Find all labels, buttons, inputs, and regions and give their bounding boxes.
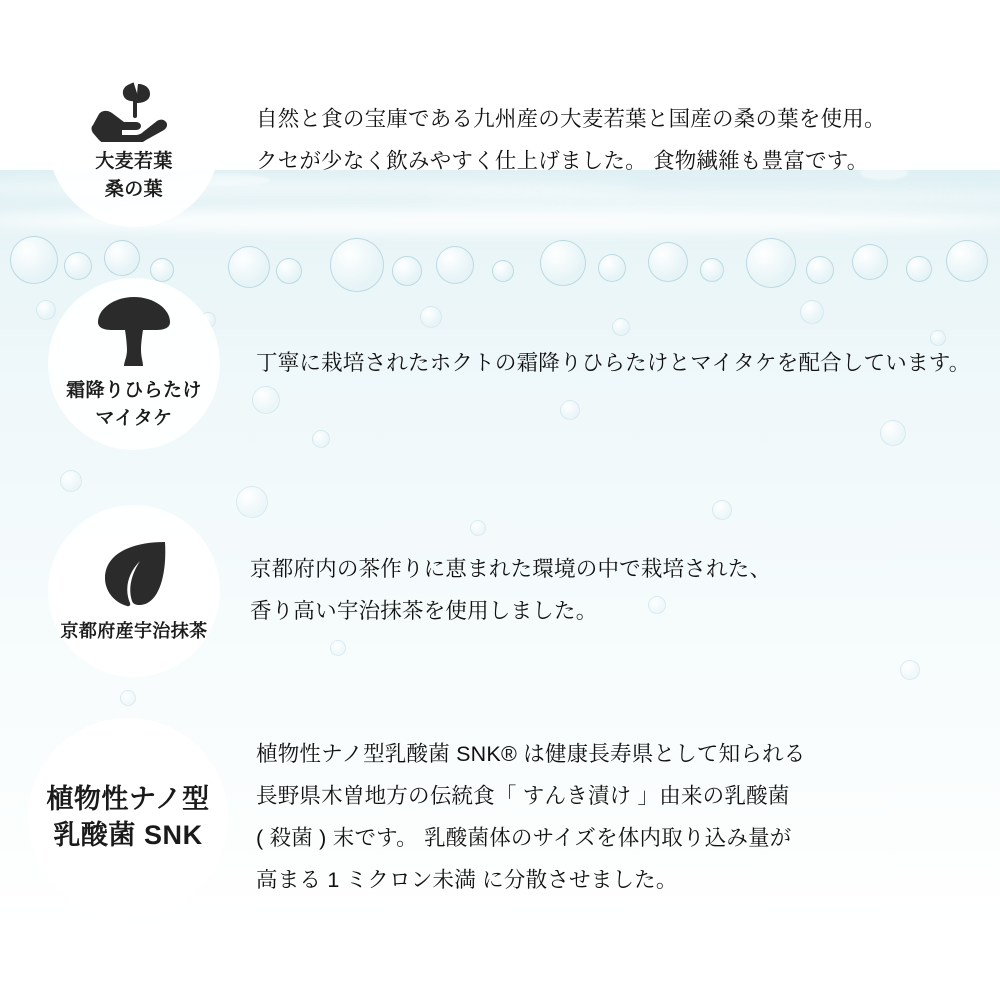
feature-badge-labels xyxy=(95,148,173,205)
feature-row-mushrooms xyxy=(48,278,988,450)
paragraph-line: クセが少なく飲みやすく仕上げました。 食物繊維も豊富です。 xyxy=(256,149,869,173)
feature-badge-labels xyxy=(66,377,202,434)
feature-paragraph-barley-mulberry xyxy=(256,99,886,183)
feature-row-uji-matcha xyxy=(48,505,988,677)
sprout-in-hand-icon xyxy=(91,78,177,142)
feature-paragraph-lactic-acid-bacteria-snk xyxy=(256,734,806,902)
feature-badge-labels xyxy=(61,618,208,645)
feature-badge-lactic-acid-bacteria-snk xyxy=(28,718,228,918)
feature-row-barley-mulberry xyxy=(48,55,988,227)
feature-badge-barley-mulberry xyxy=(48,55,220,227)
feature-badge-uji-matcha xyxy=(48,505,220,677)
feature-paragraph-mushrooms xyxy=(256,343,970,385)
badge-label-line: 京都府産宇治抹茶 xyxy=(60,620,208,641)
badge-label-line: 大麦若葉 xyxy=(95,150,173,172)
badge-label-line: 桑の葉 xyxy=(104,179,164,200)
paragraph-line: 長野県木曽地方の伝統食「 すんき漬け 」由来の乳酸菌 xyxy=(256,784,790,809)
feature-badge-labels xyxy=(46,782,209,853)
leaf-icon xyxy=(93,538,175,610)
badge-label-line: 乳酸菌 SNK xyxy=(53,820,203,850)
paragraph-line: 香り高い宇治抹茶を使用しました。 xyxy=(250,599,598,623)
feature-badge-mushrooms xyxy=(48,278,220,450)
paragraph-line: 京都府内の茶作りに恵まれた環境の中で栽培された、 xyxy=(250,557,772,582)
paragraph-line: 丁寧に栽培されたホクトの霜降りひらたけとマイタケを配合しています。 xyxy=(256,351,971,376)
feature-row-lactic-acid-bacteria-snk xyxy=(28,718,988,918)
paragraph-line: ( 殺菌 ) 末です。 乳酸菌体のサイズを体内取り込み量が xyxy=(256,826,792,850)
paragraph-line: 高まる 1 ミクロン未満 に分散させました。 xyxy=(256,867,678,892)
paragraph-line: 植物性ナノ型乳酸菌 SNK® は健康長寿県として知られる xyxy=(256,742,806,767)
feature-paragraph-uji-matcha xyxy=(250,549,771,633)
badge-label-line: マイタケ xyxy=(95,408,173,429)
mushroom-icon xyxy=(92,295,176,369)
badge-label-line: 霜降りひらたけ xyxy=(66,379,202,401)
paragraph-line: 自然と食の宝庫である九州産の大麦若葉と国産の桑の葉を使用。 xyxy=(256,107,886,132)
badge-label-line: 植物性ナノ型 xyxy=(46,784,210,815)
